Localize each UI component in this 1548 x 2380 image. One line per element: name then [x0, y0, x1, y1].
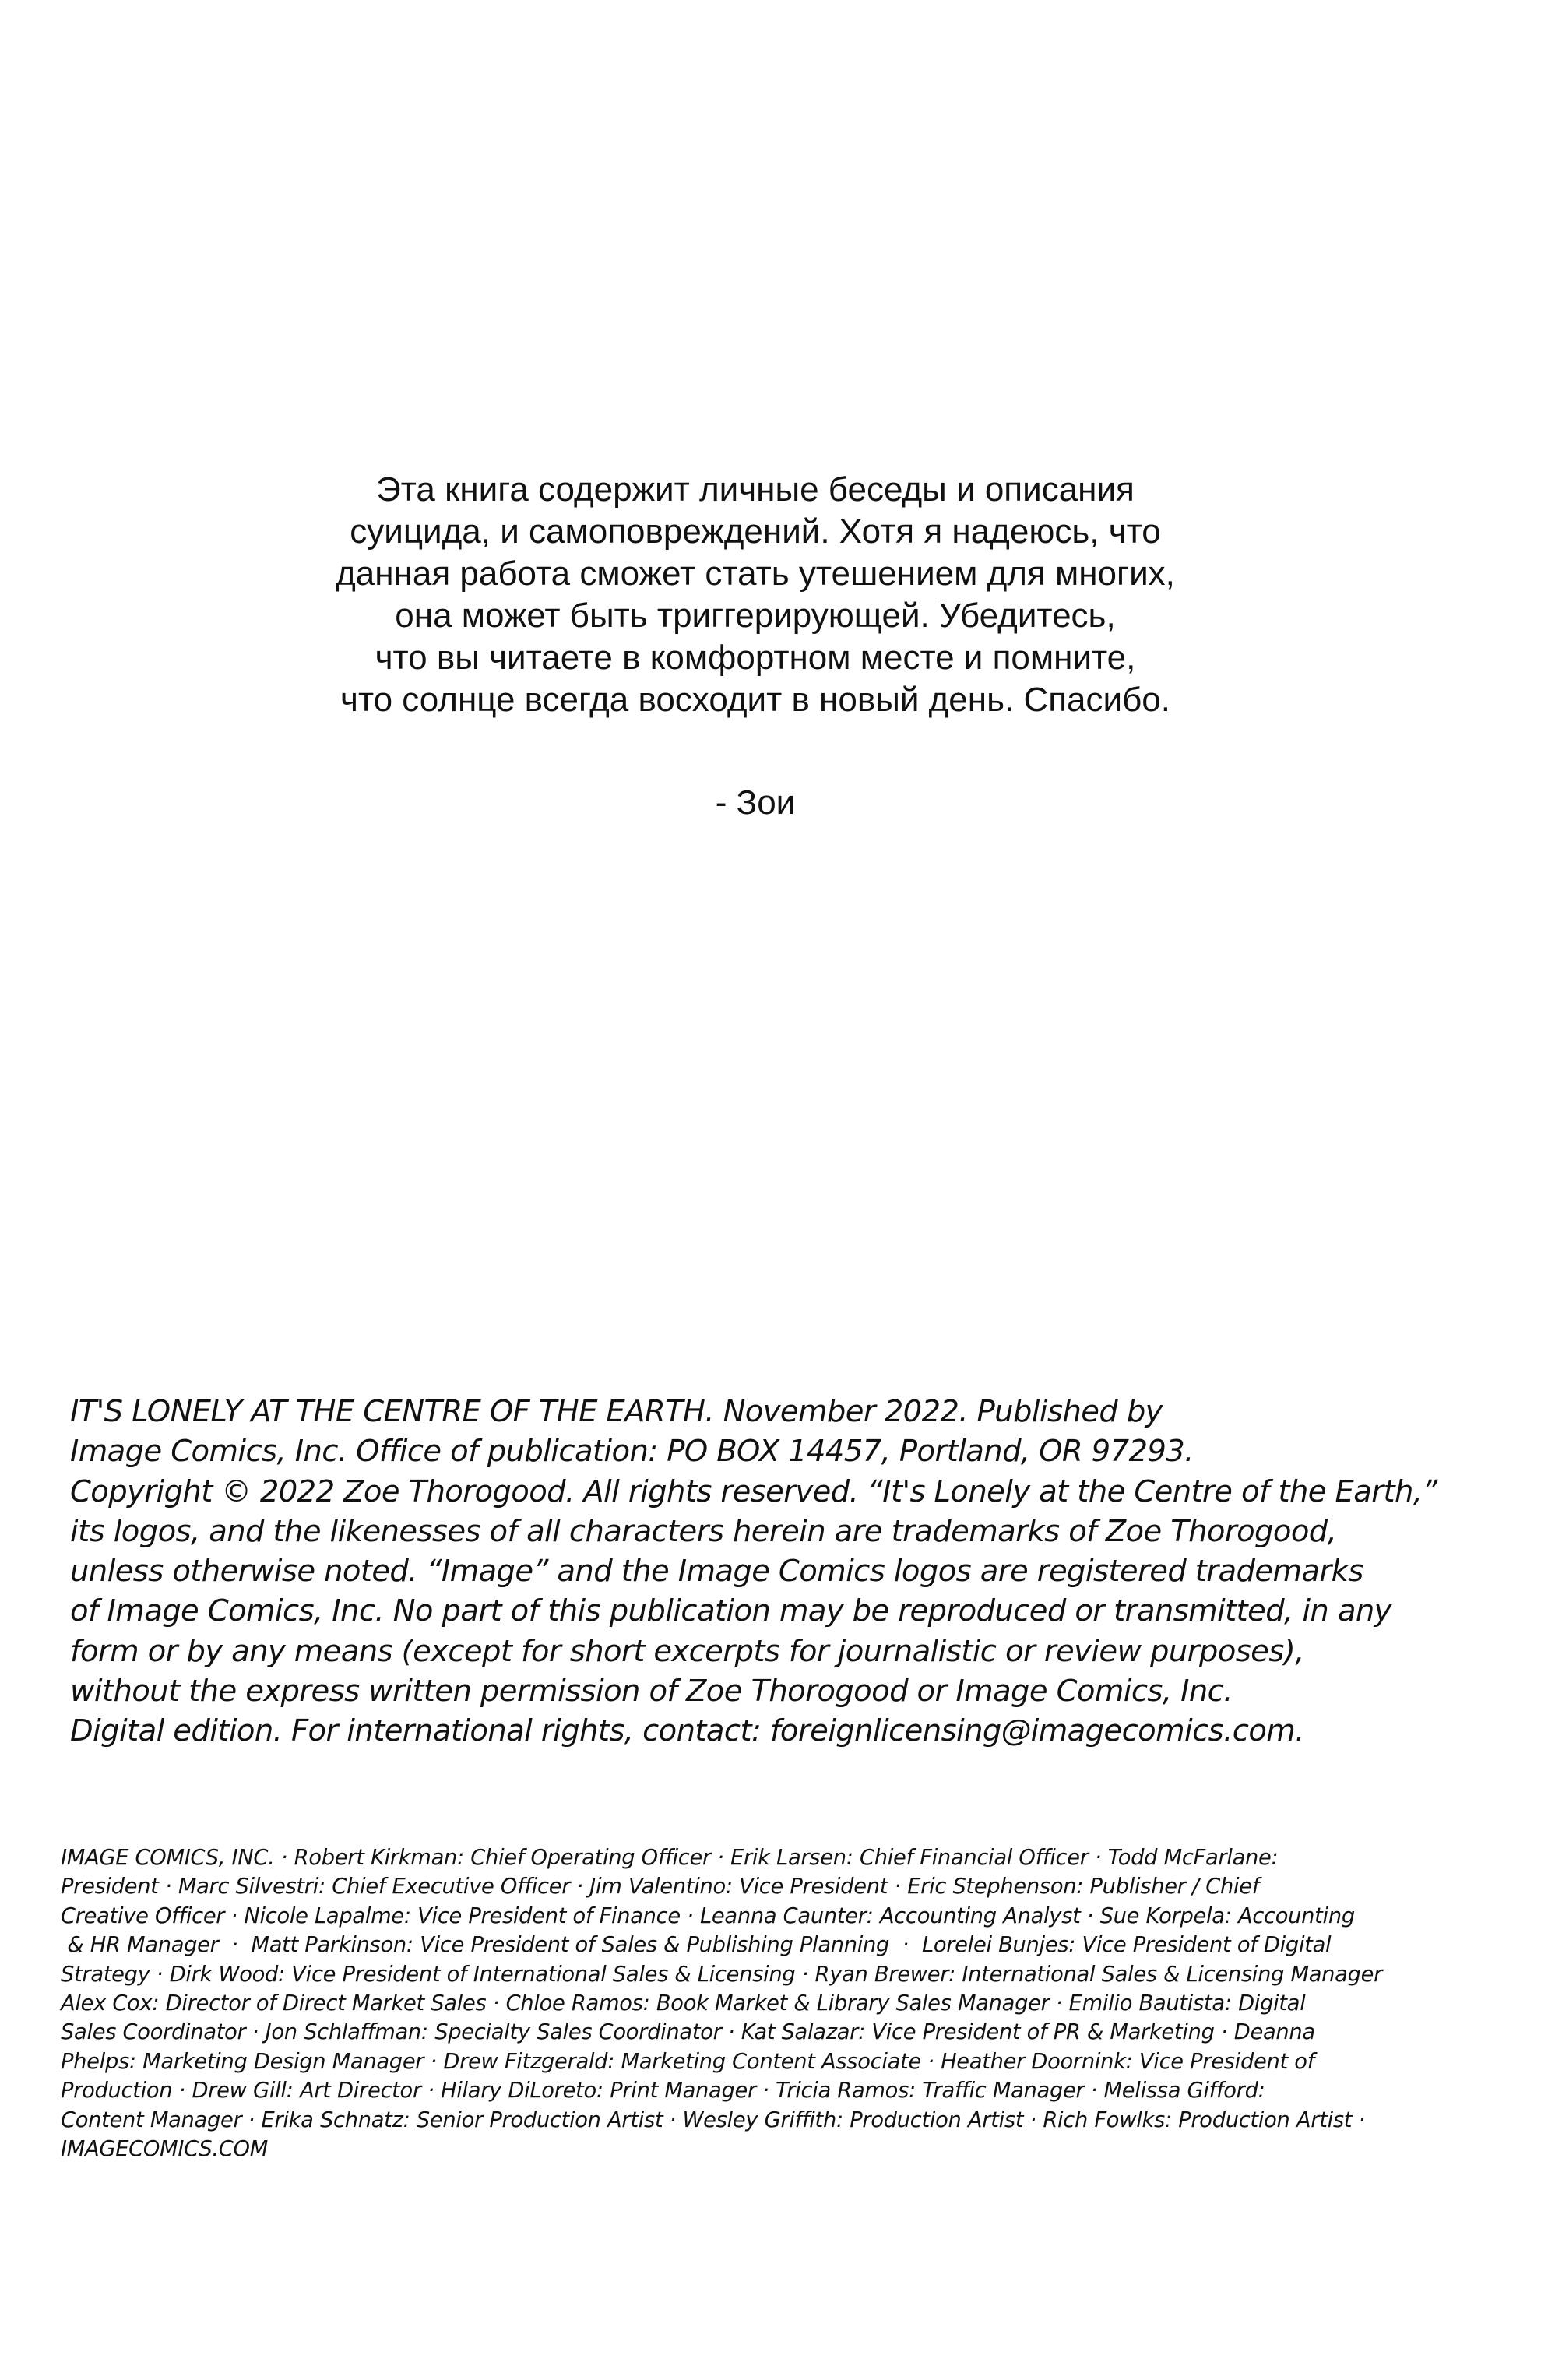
staff-line: Alex Cox: Director of Direct Market Sales · Chloe Ramos: Book Market & Library Sales Manager · Emilio Bautista: Digital — [61, 1991, 1306, 2016]
warning-line: что вы читаете в комфортном месте и помните, — [375, 639, 1136, 677]
copyright-line: unless otherwise noted. “Image” and the Image Comics logos are registered trademarks — [70, 1554, 1363, 1590]
warning-line: что солнце всегда восходит в новый день. Спасибо. — [340, 681, 1170, 719]
warning-line: она может быть триггерирующей. Убедитесь, — [395, 597, 1116, 635]
warning-line: данная работа сможет стать утешением для многих, — [336, 555, 1175, 593]
copyright-line: without the express written permission of Zoe Thorogood or Image Comics, Inc. — [70, 1674, 1233, 1709]
copyright-line: Copyright © 2022 Zoe Thorogood. All rights reserved. “It's Lonely at the Centre of the Earth,” — [70, 1473, 1437, 1509]
copyright-notice — [70, 1392, 1518, 1752]
content-warning — [234, 469, 1277, 721]
copyright-line: Digital edition. For international rights, contact: foreignlicensing@imagecomics.com. — [70, 1713, 1304, 1749]
staff-line: IMAGE COMICS, INC. · Robert Kirkman: Chief Operating Officer · Erik Larsen: Chief Financial Officer · Todd McFarlane: — [61, 1846, 1279, 1870]
copyright-line: its logos, and the likenesses of all characters herein are trademarks of Zoe Thorogood, — [70, 1513, 1337, 1549]
staff-line: President · Marc Silvestri: Chief Executive Officer · Jim Valentino: Vice President · Eric Stephenson: Publisher / Chief — [61, 1875, 1260, 1899]
website-url: IMAGECOMICS.COM — [61, 2137, 268, 2162]
publisher-staff-list — [61, 1843, 1525, 2163]
copyright-line: form or by any means (except for short excerpts for journalistic or review purposes), — [70, 1633, 1304, 1669]
warning-line: Эта книга содержит личные беседы и описания — [376, 470, 1135, 509]
staff-line: Creative Officer · Nicole Lapalme: Vice President of Finance · Leanna Caunter: Accounting Analyst · Sue Korpela: Accounting — [61, 1903, 1355, 1928]
staff-line: Strategy · Dirk Wood: Vice President of International Sales & Licensing · Ryan Brewer: International Sales & Licensing Manager — [61, 1962, 1383, 1987]
author-signature: - Зои — [715, 783, 796, 822]
staff-line: & HR Manager · Matt Parkinson: Vice President of Sales & Publishing Planning · Lorelei Bunjes: Vice President of Digital — [61, 1933, 1332, 1958]
staff-line: Phelps: Marketing Design Manager · Drew Fitzgerald: Marketing Content Associate · Heather Doornink: Vice President of — [61, 2049, 1314, 2074]
staff-line: Content Manager · Erika Schnatz: Senior Production Artist · Wesley Griffith: Production Artist · Rich Fowlks: Production Artist · — [61, 2107, 1365, 2132]
staff-line: Sales Coordinator · Jon Schlaffman: Specialty Sales Coordinator · Kat Salazar: Vice President of PR & Marketing · Deanna — [61, 2020, 1315, 2045]
copyright-line: IT'S LONELY AT THE CENTRE OF THE EARTH. November 2022. Published by — [70, 1394, 1163, 1429]
copyright-line: Image Comics, Inc. Office of publication: PO BOX 14457, Portland, OR 97293. — [70, 1434, 1194, 1470]
copyright-line: of Image Comics, Inc. No part of this publication may be reproduced or transmitted, in any — [70, 1593, 1391, 1629]
warning-line: суицида, и самоповреждений. Хотя я надеюсь, что — [350, 512, 1161, 551]
staff-line: Production · Drew Gill: Art Director · Hilary DiLoreto: Print Manager · Tricia Ramos: Traffic Manager · Melissa Gifford: — [61, 2079, 1265, 2104]
